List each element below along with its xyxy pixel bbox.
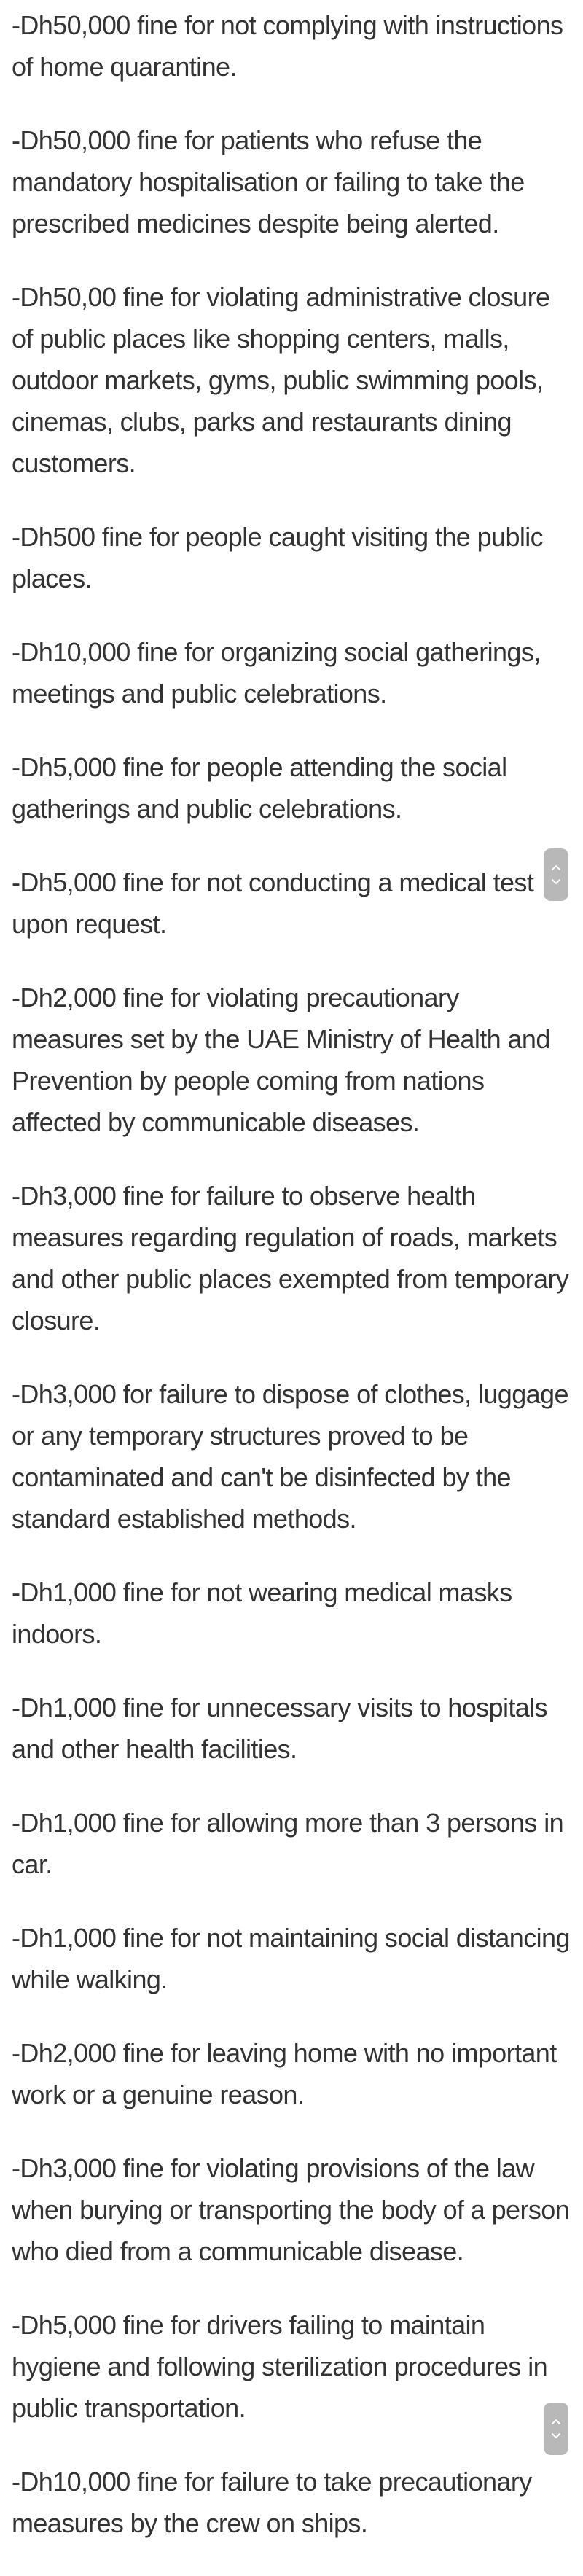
fine-item-18: -Dh10,000 fine for failure to take precautionary measures by the crew on ships. bbox=[12, 2467, 532, 2538]
chevron-down-icon[interactable] bbox=[551, 877, 561, 887]
fine-item-1: -Dh50,000 fine for not complying with instructions of home quarantine. bbox=[12, 10, 563, 82]
fine-item-11: -Dh1,000 fine for not wearing medical masks indoors. bbox=[12, 1577, 512, 1649]
chevron-up-icon[interactable] bbox=[551, 2416, 561, 2427]
scroll-nav-handle-bottom[interactable] bbox=[544, 2403, 568, 2455]
scroll-nav-handle[interactable] bbox=[544, 848, 568, 901]
fine-item-2: -Dh50,000 fine for patients who refuse the mandatory hospitalisation or failing to take the prescribed medicines despite being alerted. bbox=[12, 125, 525, 238]
fine-item-9: -Dh3,000 fine for failure to observe health measures regarding regulation of roads, markets and other public places exempted from temporary closure. bbox=[12, 1181, 569, 1335]
fine-item-16: -Dh3,000 fine for violating provisions of the law when burying or transporting the body of a person who died from a communicable disease. bbox=[12, 2153, 570, 2266]
fine-item-14: -Dh1,000 fine for not maintaining social distancing while walking. bbox=[12, 1923, 570, 1994]
fine-item-8: -Dh2,000 fine for violating precautionary measures set by the UAE Ministry of Health and Prevention by people coming from nations affected by communicable diseases. bbox=[12, 983, 550, 1137]
fine-item-5: -Dh10,000 fine for organizing social gatherings, meetings and public celebrations. bbox=[12, 637, 541, 709]
chevron-down-icon[interactable] bbox=[551, 2431, 561, 2441]
fine-item-10: -Dh3,000 for failure to dispose of clothes, luggage or any temporary structures proved to be contaminated and can't be disinfected by the standard established methods. bbox=[12, 1379, 568, 1534]
fine-item-12: -Dh1,000 fine for unnecessary visits to hospitals and other health facilities. bbox=[12, 1693, 547, 1764]
fine-item-6: -Dh5,000 fine for people attending the social gatherings and public celebrations. bbox=[12, 752, 507, 824]
fine-item-7: -Dh5,000 fine for not conducting a medical test upon request. bbox=[12, 867, 534, 939]
fine-item-3: -Dh50,00 fine for violating administrative closure of public places like shopping centers, malls, outdoor markets, gyms, public swimming pools, cinemas, clubs, parks and restaurants dining customers. bbox=[12, 282, 550, 478]
fine-item-13: -Dh1,000 fine for allowing more than 3 persons in car. bbox=[12, 1808, 564, 1879]
article-body bbox=[12, 0, 573, 2576]
fine-item-15: -Dh2,000 fine for leaving home with no important work or a genuine reason. bbox=[12, 2038, 557, 2109]
chevron-up-icon[interactable] bbox=[551, 862, 561, 873]
fine-item-17: -Dh5,000 fine for drivers failing to maintain hygiene and following sterilization procedures in public transportation. bbox=[12, 2310, 548, 2423]
fine-item-4: -Dh500 fine for people caught visiting the public places. bbox=[12, 522, 544, 593]
